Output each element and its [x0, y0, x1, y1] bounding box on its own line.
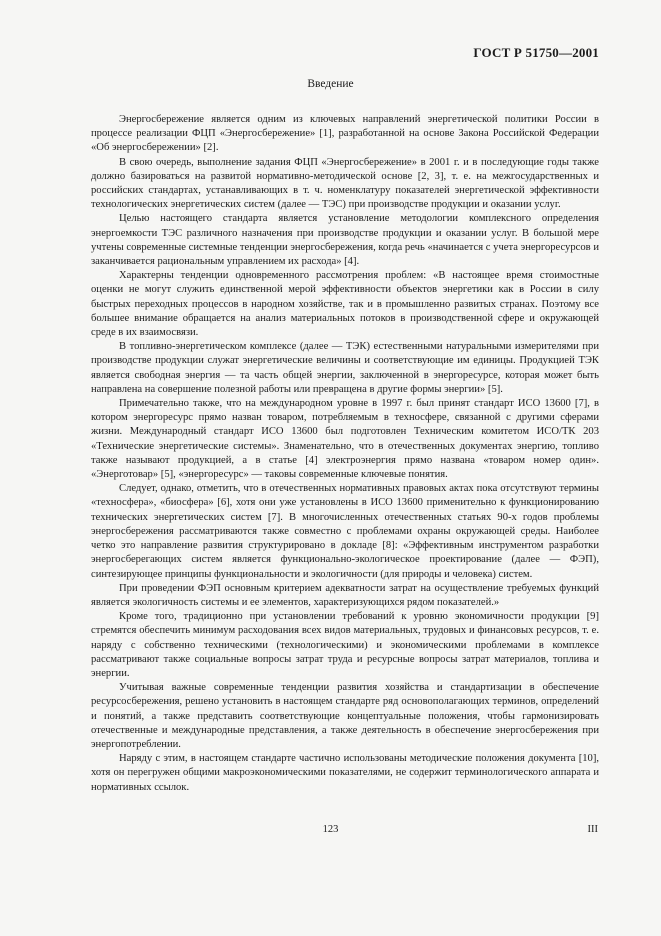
section-title: Введение: [307, 78, 354, 90]
paragraph: Следует, однако, отметить, что в отечественных нормативных правовых актах пока отсутствуют термины «техносфера», «биосфера» [6], хотя они уже установлены в ИСО 13600 применительно к функционированию технических энергетических систем [7]. В многочисленных отечественных статьях 90-х годов проблемы энергосбережения рассматриваются также совместно с проблемами охраны окружающей среды. Наиболее четко это направление развития структурировано в докладе [8]: «Эффективным инструментом разработки энергосберегающих систем является функционально-экологическое проектирование (далее — ФЭП), синтезирующее принципы функциональности и экологичности (для природы и человека) систем.: [91, 483, 599, 580]
paragraph: При проведении ФЭП основным критерием адекватности затрат на осуществление требуемых функций является экологичность системы и ее элементов, характеризующихся рядом показателей.»: [91, 582, 599, 608]
paragraph: Учитывая важные современные тенденции развития хозяйства и стандартизации в обеспечение ресурсосбережения, решено установить в настоящем стандарте ряд основополагающих терминов, определений и понятий, а также представить соответствующие концептуальные положения, чтобы гармонизировать отечественные и международные представления, а также деятельность в обеспечение энергосбережения при энергопотреблении.: [91, 682, 599, 750]
paragraph: Характерны тенденции одновременного рассмотрения проблем: «В настоящее время стоимостные оценки не могут служить единственной мерой эффективности объектов энергетики как в России в силу быстрых переходных процессов в народном хозяйстве, так и в промышленно развитых странах. Поэтому все большее внимание обращается на анализ материальных потоков в производственной сфере и окружающей среде в их взаимосвязи.: [91, 270, 599, 339]
paragraph: В свою очередь, выполнение задания ФЦП «Энергосбережение» в 2001 г. и в последующие годы также должно базироваться на развитой нормативно-методической основе [2, 3], т. е. на межгосударственных и российских стандартах, устанавливающих в т. ч. номенклатуру показателей энергетической эффективности технологических энергетических систем (далее — ТЭС) при производстве продукции и оказании услуг.: [91, 156, 599, 211]
paragraph: Энергосбережение является одним из ключевых направлений энергетической политики России в процессе реализации ФЦП «Энергосбережение» [1], разработанной на основе Закона Российской Федерации «Об энергосбережении» [2].: [91, 114, 599, 154]
body-text: [91, 113, 599, 795]
paragraph: Целью настоящего стандарта является установление методологии комплексного определения энергоемкости ТЭС различного назначения при производстве продукции и оказании услуг. В большой мере учтены современные системные тенденции энергосбережения, когда речь «начинается с учета энергоресурсов и заканчивается рациональным управлением их расхода» [4].: [91, 213, 599, 268]
paragraph: Примечательно также, что на международном уровне в 1997 г. был принят стандарт ИСО 13600 [7], в котором энергоресурс прямо назван товаром, потребляемым в техносфере, связанной с другими сферами жизни. Международный стандарт ИСО 13600 был подготовлен Техническим комитетом ИСО/ТК 203 «Технические энергетические системы». Знаменательно, что в отечественных документах энергию, топливо также называют продукцией, а в статье [4] электроэнергия прямо названа «товаром номер один». «Энерготовар» [5], «энергоресурс» — таковы современные ключевые понятия.: [91, 398, 599, 481]
page-number: 123: [322, 824, 339, 835]
paragraph: Кроме того, традиционно при установлении требований к уровню экономичности продукции [9] стремятся обеспечить минимум расходования всех видов материальных, трудовых и финансовых ресурсов, т. е. наряду с собственно техническими (технологическими) и экономическими проблемами в комплексе рассматривают также социальные вопросы затрат труда и ресурсные вопросы затрат материалов, топлива и энергии.: [91, 611, 599, 679]
paragraph: В топливно-энергетическом комплексе (далее — ТЭК) естественными натуральными измерителями при производстве продукции служат энергетические величины и соответствующие им единицы. Продукцией ТЭК является свободная энергия — та часть общей энергии, заключенной в энергоресурсе, которая может быть направлена на совершение полезной работы или превращена в другие формы энергии» [5].: [91, 341, 599, 395]
standard-id-header: ГОСТ Р 51750—2001: [473, 45, 599, 60]
roman-page-number: III: [587, 824, 598, 835]
paragraph: Наряду с этим, в настоящем стандарте частично использованы методические положения документа [10], хотя он перегружен общими макроэкономическими показателями, не содержит терминологического аппарата и нормативных ссылок.: [91, 753, 599, 793]
